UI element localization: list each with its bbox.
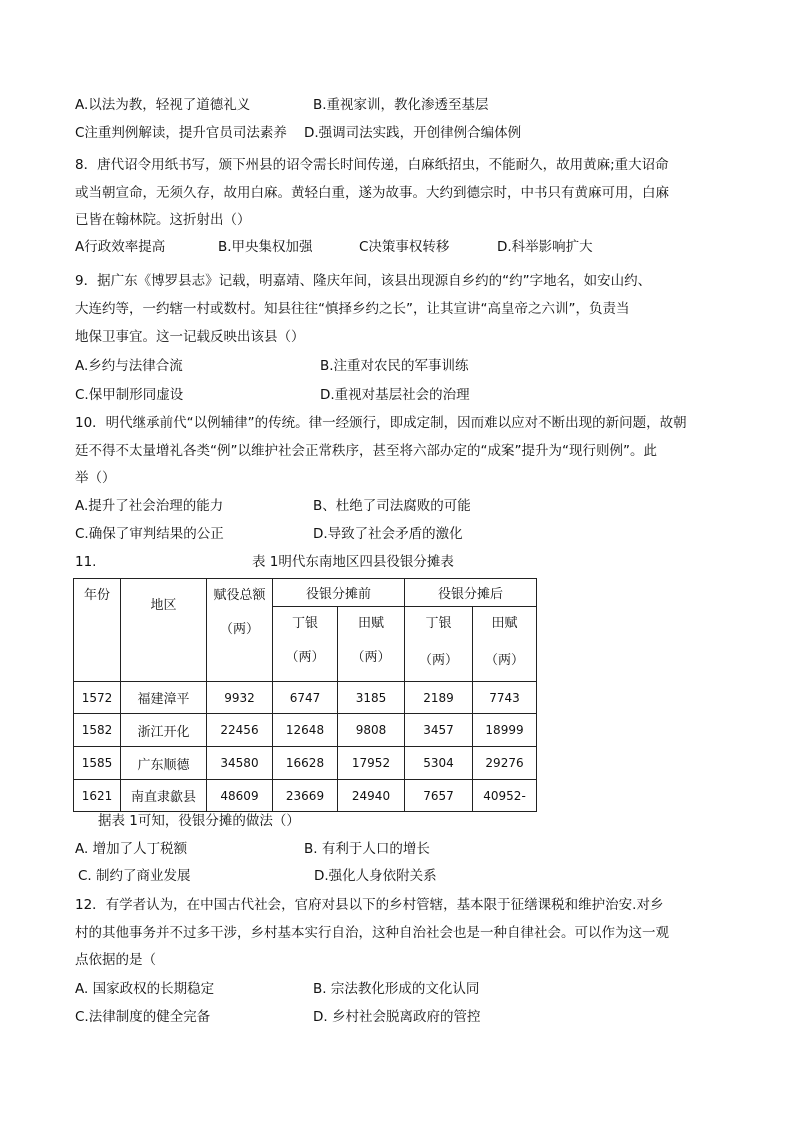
- header-before: 役银分摊前: [273, 579, 405, 607]
- q8-stem-line: 8．唐代诏令用纸书写，颁下州县的诏令需长时间传递，白麻纸招虫，不能耐久，故用黄麻;重大诏命: [75, 157, 669, 173]
- q9-option-a: A.乡约与法律合流: [75, 358, 183, 374]
- q9-option-b: B.注重对农民的军事训练: [320, 358, 469, 374]
- cell-before-tian: 17952: [338, 747, 405, 780]
- q12-stem-line: 12．有学者认为，在中国古代社会，官府对县以下的乡村管辖，基本限于征缮课税和维护治安.对乡: [75, 897, 664, 913]
- header-total: 赋役总额 （两）: [207, 579, 273, 682]
- table-row: [74, 747, 537, 780]
- q11-stem: 据表 1可知，役银分摊的做法（）: [98, 813, 300, 829]
- cell-before-tian: 24940: [338, 780, 405, 812]
- q7-option-b: B.重视家训，教化渗透至基层: [313, 97, 489, 113]
- cell-after-ding: 2189: [405, 682, 473, 714]
- q10-stem-line: 廷不得不太量增礼各类“例”以维护社会正常秩序，甚至将六部办定的“成案”提升为“现行则例”。此: [75, 443, 657, 459]
- table-row: [74, 714, 537, 747]
- cell-after-ding: 5304: [405, 747, 473, 780]
- header-tian-fu-after: 田赋 （两）: [473, 607, 537, 682]
- q8-option-d: D.科举影响扩大: [497, 239, 593, 255]
- cell-year: 1621: [74, 780, 121, 812]
- cell-region: 福建漳平: [121, 682, 207, 714]
- q9-stem-line: 大连约等，一约辖一村或数村。知县往往“慎择乡约之长”，让其宣讲“高皇帝之六训”，负责当: [75, 301, 630, 317]
- q7-option-a: A.以法为教，轻视了道德礼义: [75, 97, 251, 113]
- cell-region: 浙江开化: [121, 714, 207, 747]
- cell-after-tian: 7743: [473, 682, 537, 714]
- q12-option-a: A. 国家政权的长期稳定: [75, 981, 215, 997]
- q11-option-b: B. 有利于人口的增长: [304, 841, 430, 857]
- q8-option-c: C决策事权转移: [359, 239, 450, 255]
- q12-option-c: C.法律制度的健全完备: [75, 1009, 211, 1025]
- tax-table: [73, 578, 537, 812]
- q10-option-b: B、杜绝了司法腐败的可能: [313, 498, 471, 514]
- table-row: [74, 682, 537, 714]
- header-region: 地区: [121, 579, 207, 682]
- q9-stem-line: 地保卫事宜。这一记载反映出该县（）: [75, 329, 305, 345]
- q12-option-d: D. 乡村社会脱离政府的管控: [313, 1009, 481, 1025]
- cell-before-tian: 9808: [338, 714, 405, 747]
- table-row: [74, 780, 537, 812]
- q7-option-d: D.强调司法实践，开创律例合编体例: [304, 125, 522, 141]
- q7-option-c: C注重判例解读，提升官员司法素养: [75, 125, 287, 141]
- cell-total: 22456: [207, 714, 273, 747]
- header-year: 年份: [74, 579, 121, 682]
- cell-year: 1572: [74, 682, 121, 714]
- q10-option-c: C.确保了审判结果的公正: [75, 526, 224, 542]
- cell-total: 34580: [207, 747, 273, 780]
- cell-year: 1582: [74, 714, 121, 747]
- cell-after-tian: 40952-: [473, 780, 537, 812]
- q10-option-a: A.提升了社会治理的能力: [75, 498, 224, 514]
- header-tian-fu-before: 田赋 （两）: [338, 607, 405, 682]
- q8-option-b: B.甲央集权加强: [218, 239, 313, 255]
- q11-option-d: D.强化人身依附关系: [314, 868, 437, 884]
- cell-region: 南直隶歙县: [121, 780, 207, 812]
- q10-stem-line: 举（）: [75, 470, 116, 486]
- q11-option-c: C. 制约了商业发展: [78, 868, 191, 884]
- q9-option-d: D.重视对基层社会的治理: [320, 387, 470, 403]
- q10-stem-line: 10．明代继承前代“以例辅律”的传统。律一经颁行，即成定制，因而难以应对不断出现的新问题，故朝: [75, 415, 687, 431]
- cell-before-ding: 16628: [273, 747, 338, 780]
- header-after: 役银分摊后: [405, 579, 537, 607]
- q12-option-b: B. 宗法教化形成的文化认同: [313, 981, 480, 997]
- q9-stem-line: 9．据广东《博罗县志》记载，明嘉靖、隆庆年间，该县出现源自乡约的“约”字地名，如安山约、: [75, 273, 652, 289]
- cell-total: 48609: [207, 780, 273, 812]
- cell-before-tian: 3185: [338, 682, 405, 714]
- cell-region: 广东顺德: [121, 747, 207, 780]
- cell-before-ding: 6747: [273, 682, 338, 714]
- q8-stem-line: 已皆在翰林院。这折射出（）: [75, 212, 251, 228]
- cell-after-tian: 18999: [473, 714, 537, 747]
- q8-stem-line: 或当朝宣命，无须久存，故用白麻。黄轻白重，遂为故事。大约到德宗时，中书只有黄麻可用，白麻: [75, 185, 669, 201]
- cell-total: 9932: [207, 682, 273, 714]
- q9-option-c: C.保甲制形同虚设: [75, 387, 184, 403]
- cell-before-ding: 12648: [273, 714, 338, 747]
- cell-after-tian: 29276: [473, 747, 537, 780]
- cell-after-ding: 7657: [405, 780, 473, 812]
- q12-stem-line: 村的其他事务并不过多干涉，乡村基本实行自治，这种自治社会也是一种自律社会。可以作为这一观: [75, 925, 669, 941]
- table-title: 表 1明代东南地区四县役银分摊表: [252, 554, 454, 570]
- q11-number: 11.: [75, 554, 97, 570]
- q8-option-a: A行政效率提高: [75, 239, 166, 255]
- cell-year: 1585: [74, 747, 121, 780]
- cell-before-ding: 23669: [273, 780, 338, 812]
- cell-after-ding: 3457: [405, 714, 473, 747]
- header-ding-yin-after: 丁银 （两）: [405, 607, 473, 682]
- q11-option-a: A. 增加了人丁税额: [75, 841, 188, 857]
- header-ding-yin-before: 丁银 （两）: [273, 607, 338, 682]
- q10-option-d: D.导致了社会矛盾的激化: [313, 526, 463, 542]
- q12-stem-line: 点依据的是（: [75, 952, 156, 968]
